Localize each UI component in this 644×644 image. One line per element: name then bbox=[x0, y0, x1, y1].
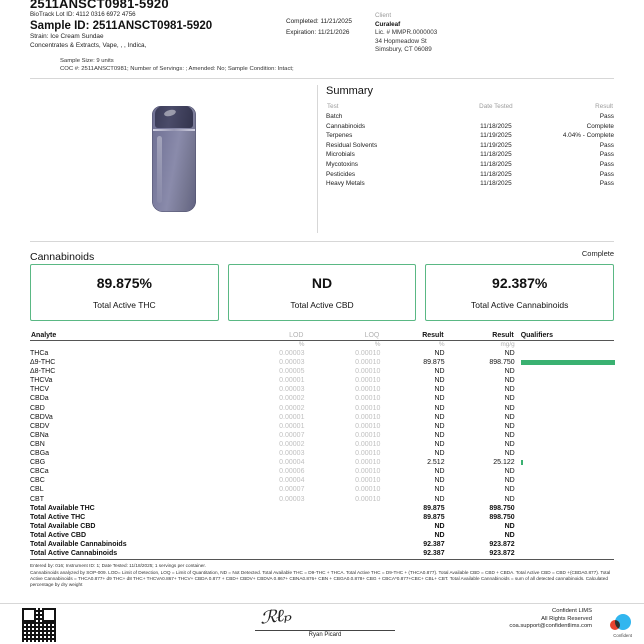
analyte-loq: 0.00010 bbox=[355, 495, 381, 503]
analyte-table-wrap bbox=[30, 331, 614, 560]
summary-title: Summary bbox=[326, 85, 374, 97]
total-result-pct: 92.387 bbox=[423, 540, 445, 548]
summary-test-result: Pass bbox=[599, 151, 614, 159]
summary-test-name: Batch bbox=[326, 113, 343, 120]
analyte-name: THCV bbox=[30, 386, 50, 394]
signature-strip bbox=[0, 603, 644, 644]
analyte-qualifier-bar-cell bbox=[515, 440, 614, 449]
analyte-result-pct: ND bbox=[434, 495, 445, 503]
analyte-qualifier-bar-cell bbox=[515, 385, 614, 394]
confident-lims-logo-icon bbox=[602, 614, 632, 636]
analyte-result-mgg: ND bbox=[504, 404, 515, 412]
client-block bbox=[375, 12, 437, 55]
col-result-pct: Result bbox=[380, 331, 444, 341]
analyte-result-mgg: 25.122 bbox=[493, 459, 515, 467]
summary-test-result: Pass bbox=[599, 113, 614, 120]
analyte-total-row bbox=[30, 522, 614, 531]
qr-code-icon[interactable] bbox=[22, 608, 56, 642]
cannabinoid-highlight-box bbox=[228, 264, 417, 321]
summary-test-name: Residual Solvents bbox=[326, 141, 378, 149]
analyte-lod: 0.00003 bbox=[279, 450, 305, 458]
analyte-qualifier-bar-cell bbox=[515, 394, 614, 403]
analyte-row bbox=[30, 358, 614, 367]
analyte-qualifier-bar-cell bbox=[515, 376, 614, 385]
units-loq: % bbox=[374, 341, 381, 348]
signature-line bbox=[255, 605, 395, 631]
handwritten-signature-icon: ℛℓₚ bbox=[258, 605, 292, 629]
analyte-lod: 0.00005 bbox=[279, 368, 305, 376]
client-label: Client bbox=[375, 12, 392, 19]
col-lod: LOD bbox=[229, 331, 305, 341]
analyte-lod: 0.00002 bbox=[279, 404, 305, 412]
analyte-lod: 0.00003 bbox=[279, 359, 305, 367]
total-label: Total Available CBD bbox=[30, 522, 96, 530]
total-qualifier-cell bbox=[515, 522, 614, 531]
total-label: Total Available Cannabinoids bbox=[30, 540, 127, 548]
analyte-name: CBG bbox=[30, 459, 46, 467]
analyte-result-pct: ND bbox=[434, 431, 445, 439]
analyte-row bbox=[30, 422, 614, 431]
analyte-row bbox=[30, 431, 614, 440]
analyte-result-mgg: ND bbox=[504, 477, 515, 485]
total-loq bbox=[304, 540, 380, 549]
summary-test-result: Pass bbox=[599, 141, 614, 149]
summary-row bbox=[326, 131, 614, 141]
document-title: 2511ANSCT0981-5920 bbox=[30, 0, 169, 8]
client-city: Simsbury, CT 06089 bbox=[375, 46, 432, 54]
analyte-result-pct: ND bbox=[434, 386, 445, 394]
analyte-result-mgg: ND bbox=[504, 431, 515, 439]
cannabinoids-section-header bbox=[30, 241, 614, 262]
analyte-loq: 0.00010 bbox=[355, 368, 381, 376]
analyte-name: THCa bbox=[30, 350, 49, 357]
analyte-qualifier-bar-cell bbox=[515, 485, 614, 494]
analyte-lod: 0.00003 bbox=[279, 350, 305, 357]
lims-rights: All Rights Reserved bbox=[541, 615, 592, 622]
analyte-result-mgg: ND bbox=[504, 413, 515, 421]
total-loq bbox=[304, 504, 380, 513]
analyte-row bbox=[30, 440, 614, 449]
total-qualifier-cell bbox=[515, 504, 614, 513]
highlight-caption: Total Active CBD bbox=[290, 300, 354, 310]
analyte-row bbox=[30, 476, 614, 485]
total-loq bbox=[304, 522, 380, 531]
analyte-result-pct: ND bbox=[434, 404, 445, 412]
analyte-loq: 0.00010 bbox=[355, 468, 381, 476]
analyte-result-pct: ND bbox=[434, 413, 445, 421]
analyte-row bbox=[30, 413, 614, 422]
summary-row bbox=[326, 112, 614, 122]
analyte-loq: 0.00010 bbox=[355, 440, 381, 448]
analyte-name: CBL bbox=[30, 486, 44, 494]
summary-header-row bbox=[326, 102, 614, 112]
total-label: Total Active THC bbox=[30, 513, 86, 521]
sample-id: Sample ID: 2511ANSCT0981-5920 bbox=[30, 20, 213, 32]
analyte-qualifier-bar-cell bbox=[515, 422, 614, 431]
analyte-lod: 0.00001 bbox=[279, 413, 305, 421]
expiration-date: Expiration: 11/21/2026 bbox=[286, 28, 350, 36]
analyte-result-mgg: ND bbox=[504, 368, 515, 376]
analyte-lod: 0.00002 bbox=[279, 440, 305, 448]
total-result-mgg: 923.872 bbox=[445, 549, 515, 560]
summary-test-name: Microbials bbox=[326, 151, 355, 159]
analyte-result-pct: ND bbox=[434, 377, 445, 385]
product-image-cell bbox=[30, 85, 318, 233]
analyte-row bbox=[30, 367, 614, 376]
total-qualifier-cell bbox=[515, 549, 614, 560]
summary-row bbox=[326, 122, 614, 132]
units-lod: % bbox=[298, 341, 305, 348]
analyte-name: CBDVa bbox=[30, 413, 53, 421]
total-result-mgg: ND bbox=[504, 531, 515, 539]
client-license: Lic. # MMPR.0000003 bbox=[375, 29, 438, 37]
analyte-result-pct: ND bbox=[434, 395, 445, 403]
analyte-result-mgg: ND bbox=[504, 377, 515, 385]
analyte-result-mgg: ND bbox=[504, 422, 515, 430]
total-label: Total Active CBD bbox=[30, 531, 87, 539]
sample-size: Sample Size: 9 units bbox=[60, 58, 114, 64]
analyte-total-row bbox=[30, 513, 614, 522]
summary-test-name: Pesticides bbox=[326, 170, 356, 178]
summary-body bbox=[326, 112, 614, 189]
analyte-loq: 0.00010 bbox=[355, 395, 381, 403]
analyte-body bbox=[30, 349, 614, 504]
analyte-result-pct: ND bbox=[434, 486, 445, 494]
footnote-line-1: Entered by: 016; Instrument ID: 1; Date Tested: 11/18/2025; 1 servings per container. bbox=[30, 563, 206, 569]
col-loq: LOQ bbox=[304, 331, 380, 341]
summary-row bbox=[326, 160, 614, 170]
analyte-result-mgg: ND bbox=[504, 350, 515, 357]
analyte-lod: 0.00006 bbox=[279, 468, 305, 476]
analyte-total-row bbox=[30, 540, 614, 549]
analyte-result-mgg: ND bbox=[504, 440, 515, 448]
analyte-result-pct: ND bbox=[434, 368, 445, 376]
pod-mouthpiece bbox=[155, 106, 193, 128]
analyte-qualifier-bar-cell bbox=[515, 358, 614, 367]
summary-table bbox=[326, 102, 614, 189]
analyte-loq: 0.00010 bbox=[355, 477, 381, 485]
summary-row bbox=[326, 170, 614, 180]
analyte-lod: 0.00003 bbox=[279, 386, 305, 394]
analyte-result-pct: 2.512 bbox=[427, 459, 445, 467]
analyte-row bbox=[30, 385, 614, 394]
analyte-totals-body bbox=[30, 504, 614, 560]
analyte-lod: 0.00001 bbox=[279, 422, 305, 430]
total-result-pct: 89.875 bbox=[423, 504, 445, 512]
total-lod bbox=[229, 522, 305, 531]
units-result-pct: % bbox=[438, 341, 445, 348]
analyte-row bbox=[30, 404, 614, 413]
analyte-row bbox=[30, 485, 614, 494]
summary-test-name: Mycotoxins bbox=[326, 160, 358, 168]
analyte-row bbox=[30, 495, 614, 504]
pod-body-highlight bbox=[157, 136, 162, 203]
total-result-mgg: 898.750 bbox=[489, 513, 515, 521]
analyte-name: CBT bbox=[30, 495, 44, 503]
summary-test-result: Pass bbox=[599, 170, 614, 178]
units-result-mgg: mg/g bbox=[500, 341, 515, 348]
summary-test-date: 11/19/2025 bbox=[480, 141, 512, 149]
pod-seam bbox=[153, 129, 195, 131]
analyte-lod: 0.00002 bbox=[279, 395, 305, 403]
analyte-qualifier-bar-cell bbox=[515, 413, 614, 422]
analyte-name: THCVa bbox=[30, 377, 53, 385]
analyte-loq: 0.00010 bbox=[355, 377, 381, 385]
cannabinoid-highlight-box bbox=[30, 264, 219, 321]
analyte-loq: 0.00010 bbox=[355, 359, 381, 367]
cannabinoid-highlight-box bbox=[425, 264, 614, 321]
analyte-result-mgg: ND bbox=[504, 450, 515, 458]
analyte-result-pct: ND bbox=[434, 468, 445, 476]
analyte-name: CBC bbox=[30, 477, 45, 485]
summary-test-result: 4.04% - Complete bbox=[562, 132, 614, 140]
summary-test-result: Pass bbox=[599, 160, 614, 168]
total-result-pct: ND bbox=[434, 531, 445, 539]
pod-highlight bbox=[163, 109, 176, 118]
sample-meta-block bbox=[60, 57, 294, 73]
summary-test-name: Terpenes bbox=[326, 132, 353, 140]
analyte-name: Δ8-THC bbox=[30, 368, 56, 376]
analyte-loq: 0.00010 bbox=[355, 386, 381, 394]
analyte-total-row bbox=[30, 549, 614, 560]
client-street: 34 Hopmeadow St bbox=[375, 37, 427, 45]
vape-pod-image bbox=[152, 106, 196, 212]
analyte-lod: 0.00007 bbox=[279, 486, 305, 494]
summary-test-name: Cannabinoids bbox=[326, 122, 366, 130]
analyte-qualifier-bar-cell bbox=[515, 476, 614, 485]
col-result-mgg: Result bbox=[445, 331, 515, 341]
cannabinoids-status: Complete bbox=[581, 249, 614, 258]
total-loq bbox=[304, 549, 380, 560]
analyte-total-row bbox=[30, 531, 614, 540]
signature-block bbox=[255, 605, 395, 638]
analyte-units-row bbox=[30, 341, 614, 350]
summary-test-date: 11/18/2025 bbox=[480, 180, 512, 188]
analyte-lod: 0.00001 bbox=[279, 377, 305, 385]
analyte-total-row bbox=[30, 504, 614, 513]
cannabinoid-highlight-boxes bbox=[30, 264, 614, 321]
analyte-result-pct: ND bbox=[434, 477, 445, 485]
total-result-pct: ND bbox=[434, 522, 445, 530]
total-qualifier-cell bbox=[515, 513, 614, 522]
total-result-pct: 89.875 bbox=[423, 513, 445, 521]
analyte-row bbox=[30, 394, 614, 403]
analyte-result-mgg: ND bbox=[504, 486, 515, 494]
coc-line: COC #: 2511ANSCT0981; Number of Servings: ; Amended: No; Sample Condition: Intact; bbox=[60, 66, 294, 72]
total-label: Total Available THC bbox=[30, 504, 95, 512]
summary-row bbox=[326, 179, 614, 189]
analyte-name: CBD bbox=[30, 404, 45, 412]
analyte-loq: 0.00010 bbox=[355, 459, 381, 467]
total-qualifier-cell bbox=[515, 540, 614, 549]
total-result-pct: 92.387 bbox=[380, 549, 444, 560]
cannabinoids-title: Cannabinoids bbox=[30, 251, 95, 263]
logo-circle-red bbox=[610, 620, 620, 630]
footnote-block bbox=[30, 563, 614, 589]
analyte-qualifier-bar-cell bbox=[515, 349, 614, 358]
analyte-result-bar bbox=[521, 460, 524, 465]
highlight-value: 89.875% bbox=[96, 275, 152, 291]
summary-col-date: Date Tested bbox=[479, 103, 513, 110]
analyte-result-mgg: ND bbox=[504, 468, 515, 476]
logo-label: Confident bbox=[613, 633, 632, 638]
analyte-result-mgg: ND bbox=[504, 395, 515, 403]
analyte-name: CBN bbox=[30, 440, 45, 448]
analyte-result-pct: ND bbox=[434, 450, 445, 458]
total-lod bbox=[229, 504, 305, 513]
col-qualifiers: Qualifiers bbox=[515, 331, 614, 341]
analyte-table bbox=[30, 331, 614, 560]
analyte-loq: 0.00010 bbox=[355, 350, 381, 357]
total-lod bbox=[229, 549, 305, 560]
total-result-mgg: 898.750 bbox=[489, 504, 515, 512]
analyte-loq: 0.00010 bbox=[355, 404, 381, 412]
analyte-name: CBDa bbox=[30, 395, 49, 403]
summary-test-date: 11/18/2025 bbox=[480, 122, 512, 130]
analyte-qualifier-bar-cell bbox=[515, 367, 614, 376]
summary-test-date: 11/18/2025 bbox=[480, 170, 512, 178]
total-lod bbox=[229, 513, 305, 522]
document-header bbox=[30, 0, 614, 78]
analyte-loq: 0.00010 bbox=[355, 413, 381, 421]
analyte-result-pct: 89.875 bbox=[423, 359, 445, 367]
analyte-loq: 0.00010 bbox=[355, 422, 381, 430]
summary-test-date bbox=[453, 112, 539, 122]
total-qualifier-cell bbox=[515, 531, 614, 540]
analyte-lod: 0.00004 bbox=[279, 459, 305, 467]
summary-col-test: Test bbox=[327, 103, 339, 110]
analyte-qualifier-bar-cell bbox=[515, 449, 614, 458]
analyte-qualifier-bar-cell bbox=[515, 458, 614, 467]
analyte-loq: 0.00010 bbox=[355, 450, 381, 458]
total-result-mgg: ND bbox=[504, 522, 515, 530]
analyte-result-mgg: ND bbox=[504, 495, 515, 503]
summary-test-result: Complete bbox=[586, 122, 614, 130]
summary-test-name: Heavy Metals bbox=[326, 180, 365, 188]
strain: Strain: Ice Cream Sundae bbox=[30, 33, 104, 40]
dates-block bbox=[286, 17, 352, 38]
summary-panel bbox=[326, 85, 614, 189]
signatory-name: Ryan Picard bbox=[308, 632, 342, 638]
analyte-name: Δ9-THC bbox=[30, 359, 56, 367]
analyte-row bbox=[30, 449, 614, 458]
total-loq bbox=[304, 513, 380, 522]
analyte-row bbox=[30, 467, 614, 476]
highlight-value: 92.387% bbox=[492, 275, 548, 291]
client-name: Curaleaf bbox=[375, 20, 401, 28]
analyte-qualifier-bar-cell bbox=[515, 404, 614, 413]
analyte-result-pct: ND bbox=[434, 422, 445, 430]
lims-name: Confident LIMS bbox=[552, 608, 592, 614]
lims-support-email[interactable]: coa.support@confidentlims.com bbox=[509, 623, 592, 630]
total-label: Total Active Cannabinoids bbox=[30, 549, 229, 560]
analyte-result-pct: ND bbox=[434, 350, 445, 357]
analyte-row bbox=[30, 458, 614, 467]
analyte-result-mgg: 898.750 bbox=[489, 359, 515, 367]
total-result-mgg: 923.872 bbox=[489, 540, 515, 548]
analyte-loq: 0.00010 bbox=[355, 431, 381, 439]
units-blank bbox=[30, 341, 229, 350]
footnote-line-2: Cannabinoids analyzed by SOP-009. LOD= Limit of Detection, LOQ = Limit of Quantitation, ND = Not Detected. Total Available THC = D9-THC + THCA. Total Active THC = D9-THC + (THCA0.877). Total Available CBD = CBD + CBDA. Total Active CBD = CBD +(CBDA0.877). Total Active Cannabinoids = THCA0.877+ d9 THC+ d8 THC+ THCVA0.867+ THCV+ CBDA 0.877 + CBD+ CBDV+ CBDVA 0.867+ CBNA0.876+ CBN + CBGA0.0.878+ CBG + CBCA*0.877+CBC+ CBL+ CBT. Total Available Cannabinoids = sum of all detected cannabinoids. Calculated percentage by dry weight bbox=[30, 569, 611, 588]
total-loq bbox=[304, 531, 380, 540]
image-summary-band bbox=[30, 78, 614, 239]
units-qualifiers bbox=[515, 341, 614, 350]
summary-row bbox=[326, 150, 614, 160]
analyte-result-pct: ND bbox=[434, 440, 445, 448]
summary-test-date: 11/18/2025 bbox=[480, 160, 512, 168]
analyte-loq: 0.00010 bbox=[355, 486, 381, 494]
analyte-qualifier-bar-cell bbox=[515, 431, 614, 440]
highlight-caption: Total Active THC bbox=[93, 300, 156, 310]
product-category: Concentrates & Extracts, Vape, , , Indica, bbox=[30, 41, 147, 49]
summary-test-result: Pass bbox=[599, 180, 614, 188]
analyte-name: CBDV bbox=[30, 422, 50, 430]
total-lod bbox=[229, 531, 305, 540]
biotrack-lot-id: BioTrack Lot ID: 4112 0316 6972 4756 bbox=[30, 11, 136, 18]
summary-row bbox=[326, 141, 614, 151]
analyte-qualifier-bar-cell bbox=[515, 495, 614, 504]
summary-col-result: Result bbox=[595, 103, 613, 110]
summary-test-date: 11/18/2025 bbox=[480, 151, 512, 159]
analyte-lod: 0.00003 bbox=[279, 495, 305, 503]
lims-info-block bbox=[509, 608, 592, 631]
analyte-result-mgg: ND bbox=[504, 386, 515, 394]
highlight-caption: Total Active Cannabinoids bbox=[471, 300, 569, 310]
analyte-row bbox=[30, 349, 614, 358]
col-analyte: Analyte bbox=[30, 331, 229, 341]
analyte-qualifier-bar-cell bbox=[515, 467, 614, 476]
summary-test-date: 11/19/2025 bbox=[480, 132, 512, 140]
analyte-name: CBNa bbox=[30, 431, 49, 439]
analyte-name: CBGa bbox=[30, 450, 50, 458]
analyte-lod: 0.00004 bbox=[279, 477, 305, 485]
completed-date: Completed: 11/21/2025 bbox=[286, 18, 352, 25]
analyte-result-bar bbox=[521, 360, 615, 365]
analyte-row bbox=[30, 376, 614, 385]
highlight-value: ND bbox=[311, 275, 333, 291]
total-lod bbox=[229, 540, 305, 549]
analyte-lod: 0.00007 bbox=[279, 431, 305, 439]
analyte-name: CBCa bbox=[30, 468, 49, 476]
analyte-header-row bbox=[30, 331, 614, 341]
